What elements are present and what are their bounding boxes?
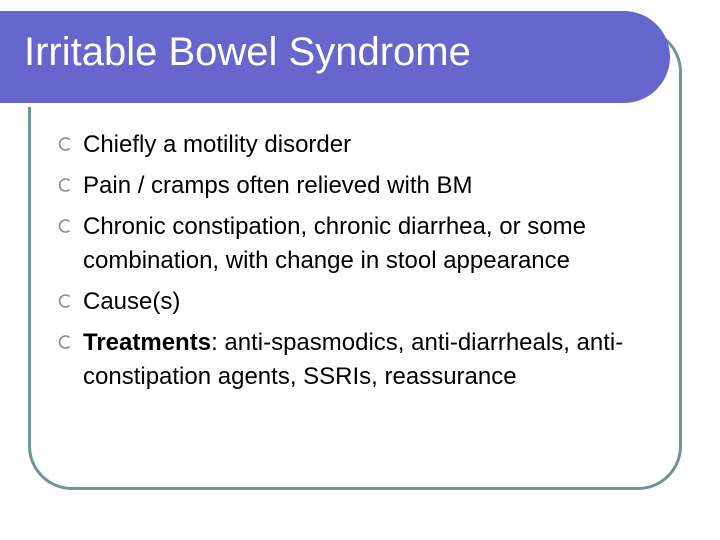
arc-bullet-icon [58, 137, 72, 151]
arc-bullet-icon [58, 178, 72, 192]
bullet-text: Chronic constipation, chronic diarrhea, or some combination, with change in stool appearance [83, 213, 586, 274]
title-underline [0, 103, 636, 107]
bullet-text [83, 326, 656, 394]
bullet-list [56, 128, 656, 401]
bullet-text: Cause(s) [83, 288, 181, 315]
bullet-text: Chiefly a motility disorder [83, 131, 352, 158]
bullet-item [56, 128, 656, 162]
treatments-label: Treatments [83, 329, 212, 356]
slide-title: Irritable Bowel Syndrome [24, 30, 471, 74]
bullet-item [56, 326, 656, 394]
bullet-text: Pain / cramps often relieved with BM [83, 172, 473, 199]
arc-bullet-icon [58, 219, 72, 233]
arc-bullet-icon [58, 294, 72, 308]
bullet-item [56, 210, 656, 278]
treatments-text: : anti-spasmodics, anti-diarrheals, anti-constipation agents, SSRIs, reassurance [83, 329, 624, 390]
arc-bullet-icon [58, 335, 72, 349]
bullet-item [56, 169, 656, 203]
bullet-item [56, 285, 656, 319]
